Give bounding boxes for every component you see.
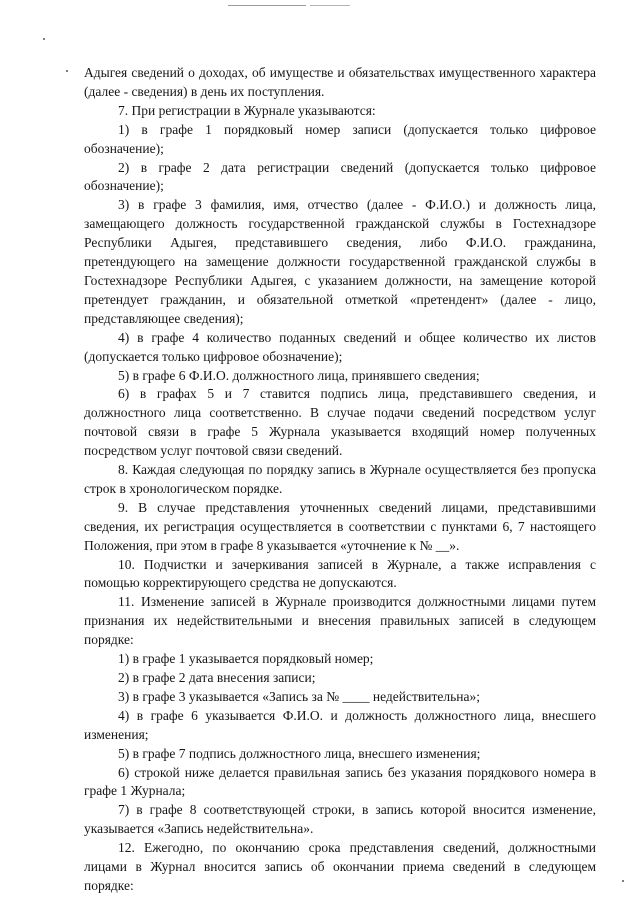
list-item: 7) в графе 8 соответствующей строки, в запись которой вносится изменение, указывается «Запись недействительна». — [84, 802, 596, 837]
paragraph: 8. Каждая следующая по порядку запись в Журнале осуществляется без пропуска строк в хронологическом порядке. — [84, 462, 596, 496]
paragraph: 10. Подчистки и зачеркивания записей в Журнале, а также исправления с помощью корректирующего средства не допускаются. — [84, 556, 596, 591]
paragraph: 11. Изменение записей в Журнале производится должностными лицами путем признания их недействительными и внесения правильных записей в следующем порядке: — [84, 594, 596, 648]
list-item: 4) в графе 4 количество поданных сведений и общее количество их листов (допускается только цифровое обозначение); — [84, 329, 596, 364]
list-item: 1) в графе 1 порядковый номер записи (допускается только цифровое обозначение); — [84, 121, 596, 156]
list-item: 6) строкой ниже делается правильная запись без указания порядкового номера в графе 1 Журнала; — [84, 764, 596, 799]
list-item: 4) в графе 6 указывается Ф.И.О. и должность должностного лица, внесшего изменения; — [84, 707, 596, 742]
paragraph: 12. Ежегодно, по окончанию срока представления сведений, должностными лицами в Журнал вносится запись об окончании приема сведений в следующем порядке: — [84, 840, 596, 893]
list-item: 5) в графе 7 подпись должностного лица, внесшего изменения; — [118, 745, 481, 761]
list-item: 6) в графах 5 и 7 ставится подпись лица, представившего сведения, и должностного лица соответственно. В случае подачи сведений посредством услуг почтовой связи в графе 5 Журнала указывается входящий номер полученных посредством услуг почтовой связи сведений. — [84, 386, 596, 459]
paragraph: 9. В случае представления уточненных сведений лицами, представившими сведения, их регистрация осуществляется в соответствии с пунктами 6, 7 настоящего Положения, при этом в графе 8 указывается «уточнение к № __». — [84, 499, 596, 553]
list-item: 2) в графе 2 дата регистрации сведений (допускается только цифровое обозначение); — [84, 159, 596, 194]
list-item: 3) в графе 3 указывается «Запись за № ____ недействительна»; — [118, 688, 480, 704]
paragraph: Адыгея сведений о доходах, об имуществе и обязательствах имущественного характера (далее - сведения) в день их поступления. — [84, 65, 596, 99]
scan-speck — [66, 70, 68, 72]
scan-speck — [43, 38, 45, 40]
list-item: 1) в графе 1 указывается порядковый номер; — [118, 651, 374, 667]
list-item: 5) в графе 6 Ф.И.О. должностного лица, принявшего сведения; — [118, 367, 480, 383]
scan-artifact-line — [228, 5, 306, 6]
document-body — [84, 64, 596, 896]
scan-speck — [622, 880, 624, 882]
list-item: 3) в графе 3 фамилия, имя, отчество (далее - Ф.И.О.) и должность лица, замещающего должность государственной гражданской службы в Гостехнадзоре Республики Адыгея, представившего сведения, либо Ф.И.О. гражданина, претендующего на замещение должности государственной гражданской службы в Гостехнадзоре Республики Адыгея, с указанием должности, на замещение которой претендует гражданин, и обязательной отметкой «претендент» (далее - лицо, представляющее сведения); — [84, 197, 596, 326]
section-heading: 7. При регистрации в Журнале указываются: — [118, 102, 376, 118]
scan-artifact-line — [310, 5, 350, 6]
list-item: 2) в графе 2 дата внесения записи; — [118, 670, 316, 685]
